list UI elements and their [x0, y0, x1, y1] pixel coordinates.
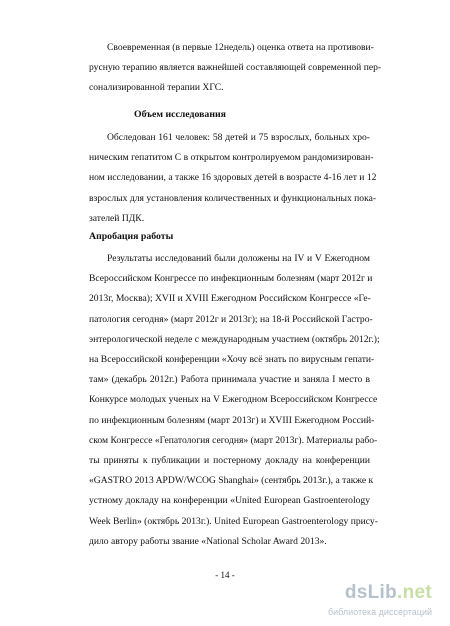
section-heading-study: Объем исследования [134, 109, 226, 120]
text-line: Результаты исследований были доложены на IV и V Ежегодном [107, 253, 370, 264]
text-line: ном исследовании, а также 16 здоровых детей в возрасте 4-16 лет и 12 [89, 172, 377, 184]
watermark-logo-main: dsLib [344, 582, 398, 603]
text-line: устному докладу на конференции «United European Gastroenterology [89, 495, 370, 507]
text-line: сонализированной терапии ХГС. [89, 82, 224, 94]
paragraph-approbation [89, 249, 380, 552]
text-line: патология сегодня» (март 2012г и 2013г); на 18-й Российской Гастро- [89, 313, 373, 325]
text-line: взрослых для установления количественных и функциональных пока- [89, 192, 377, 204]
text-line: 2013г, Москва); XVII и XVIII Ежегодном Российском Конгрессе «Ге- [89, 293, 371, 305]
watermark-logo-text [345, 582, 432, 604]
text-line: ты приняты к публикации и постерному докладу на конференции [89, 455, 370, 467]
text-line: на Всероссийской конференции «Хочу всё знать по вирусным гепати- [89, 354, 375, 366]
text-line: Week Berlin» (октябрь 2013г.). United European Gastroenterology прису- [89, 515, 378, 527]
watermark-subtitle: библиотека диссертаций [327, 607, 432, 617]
text-line: ническим гепатитом С в открытом контролируемом рандомизирован- [89, 152, 374, 164]
section-heading-approbation: Апробация работы [89, 231, 174, 242]
text-line: Конкурсе молодых ученых на V Ежегодном Всероссийском Конгрессе [89, 394, 378, 406]
text-line: там» (декабрь 2012г.) Работа принимала участие и заняла I место в [89, 374, 370, 386]
paragraph-study [89, 128, 377, 229]
text-line: по инфекционным болезням (март 2013г) и XVIII Ежегодном Россий- [89, 414, 375, 426]
text-line: Всероссийском Конгрессе по инфекционным болезням (март 2012г и [89, 273, 373, 285]
watermark-logo-tld: .net [397, 582, 432, 603]
text-line: энтерологической неделе с международным участием (октябрь 2012г.); [89, 333, 380, 345]
paragraph-intro [89, 38, 382, 99]
text-line: зателей ПДК. [89, 212, 145, 224]
text-line: дило автору работы звание «National Scholar Award 2013». [89, 535, 327, 547]
text-line: «GASTRO 2013 APDW/WCOG Shanghai» (сентябрь 2013г.), а также к [89, 475, 374, 487]
page-number: - 14 - [215, 570, 235, 580]
text-line: Обследован 161 человек: 58 детей и 75 взрослых, больных хро- [107, 132, 370, 143]
text-line: ском Конгрессе «Гепатология сегодня» (март 2013г). Материалы рабо- [89, 434, 378, 446]
text-line: Своевременная (в первые 12недель) оценка ответа на противови- [107, 42, 374, 53]
watermark-logo [294, 582, 444, 622]
text-line: русную терапию является важнейшей составляющей современной пер- [89, 62, 382, 74]
